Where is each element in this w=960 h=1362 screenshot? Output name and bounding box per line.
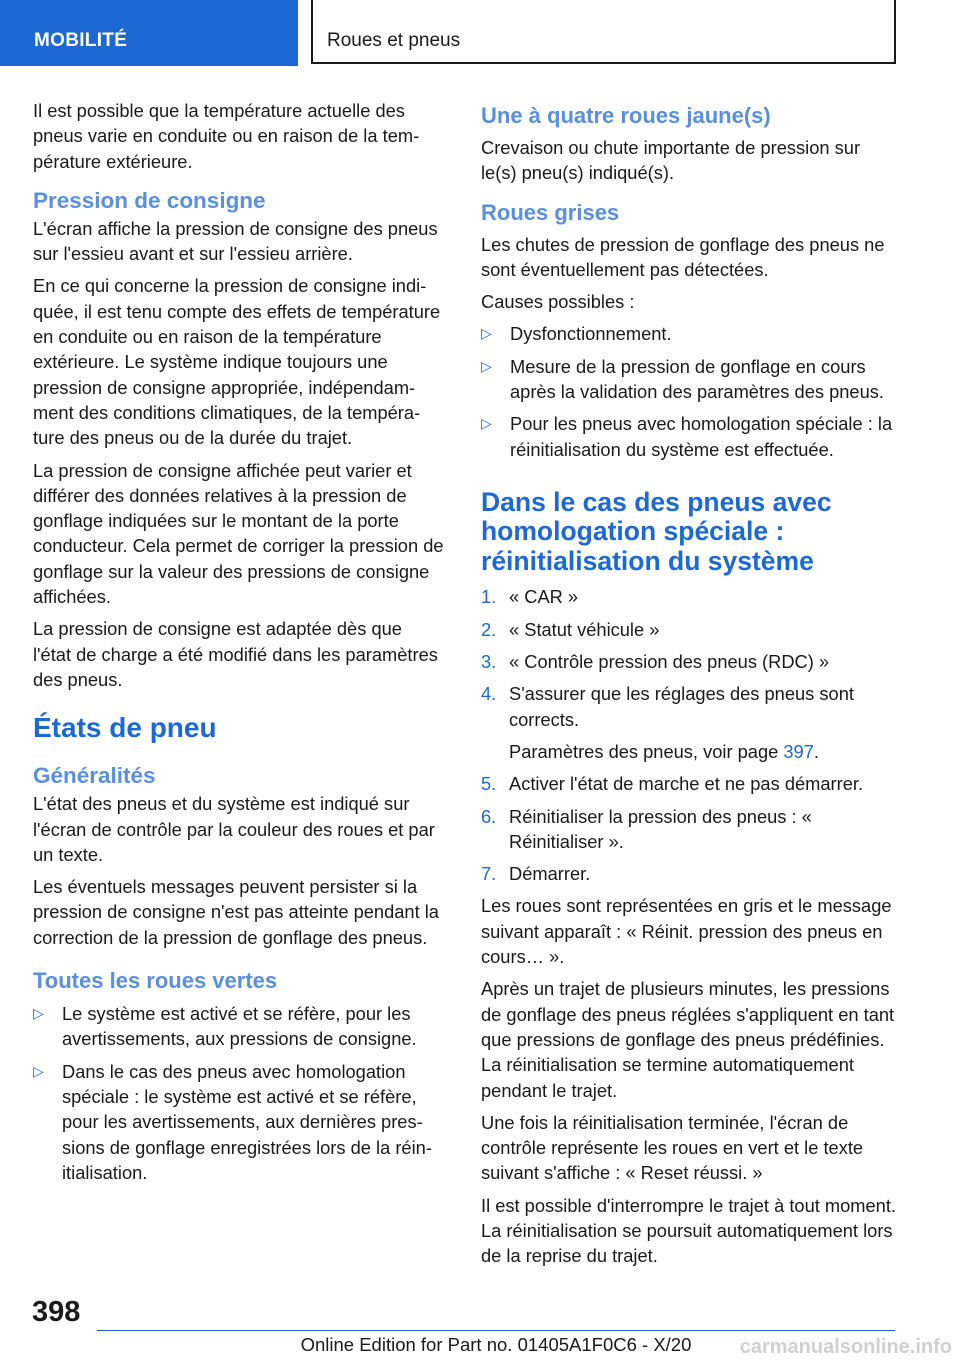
triangle-bullet-icon: ▷ bbox=[481, 357, 492, 374]
bullet-list-causes bbox=[481, 321, 897, 461]
step-text: Démarrer. bbox=[509, 863, 591, 885]
list-item bbox=[33, 1001, 445, 1052]
step-item bbox=[481, 681, 897, 764]
triangle-bullet-icon: ▷ bbox=[481, 325, 492, 342]
paragraph: Causes possibles : bbox=[481, 291, 635, 313]
heading-generalites: Généralités bbox=[33, 763, 156, 789]
numbered-steps bbox=[481, 584, 897, 886]
watermark: carmanualsonline.info bbox=[739, 1336, 952, 1358]
paragraph: La pression de consigne affichée peut varier et différer des données relatives à la pression de gonflage indiquées sur le montant de la porte conducteur. Cela permet de corriger la pression de gonflage sur la valeur des pressions de consigne affichées. bbox=[33, 459, 444, 608]
heading-roues-grises: Roues grises bbox=[481, 199, 620, 225]
step-item bbox=[481, 861, 897, 886]
list-item-text: Le système est activé et se réfère, pour les avertissements, aux pressions de consigne. bbox=[62, 1003, 417, 1050]
paragraph: En ce qui concerne la pression de consigne indiquée, il est tenu compte des effets de température en conduite ou en raison de la température extérieure. Le système indique toujours une pression de consigne appropriée, indépendamment des conditions climatiques, de la température des pneus ou de la durée du trajet. bbox=[33, 275, 441, 449]
paragraph: Il est possible d'interrompre le trajet à tout moment. La réinitialisation se poursuit automatiquement lors de la reprise du trajet. bbox=[481, 1194, 897, 1267]
step-text: « CAR » bbox=[509, 586, 579, 608]
list-item-text: Mesure de la pression de gonflage en cours après la validation des paramètres des pneus. bbox=[510, 355, 884, 403]
step-number: 7. bbox=[481, 863, 497, 885]
list-item bbox=[481, 411, 897, 462]
footer-divider bbox=[97, 1330, 895, 1331]
subnote-end: . bbox=[813, 740, 819, 762]
step-number: 1. bbox=[481, 586, 497, 608]
list-item-text: Dans le cas des pneus avec homologation spéciale : le système est activé et se réfère, pour les avertissements, aux dernières pressions de gonflage enregistrées lors de la réinitialisation. bbox=[62, 1060, 432, 1183]
paragraph: L'état des pneus et du système est indiqué sur l'écran de contrôle par la couleur des roues et par un texte. bbox=[33, 793, 435, 865]
list-item-text: Pour les pneus avec homologation spéciale : la réinitialisation du système est effectuée. bbox=[510, 413, 893, 460]
step-subnote bbox=[509, 739, 897, 764]
step-text: Réinitialiser la pression des pneus : « Réinitialiser ». bbox=[509, 805, 812, 852]
paragraph: Une fois la réinitialisation terminée, l'écran de contrôle représente les roues en vert et le texte suivant s'affiche : « Reset réussi. » bbox=[481, 1111, 864, 1184]
left-column bbox=[33, 98, 445, 1192]
intro-paragraph: Il est possible que la température actuelle des pneus varie en conduite ou en raison de la température extérieure. bbox=[33, 100, 420, 172]
heading-pression-consigne: Pression de consigne bbox=[33, 187, 266, 213]
step-item bbox=[481, 617, 897, 642]
step-number: 2. bbox=[481, 618, 497, 640]
heading-roues-vertes: Toutes les roues vertes bbox=[33, 968, 278, 994]
list-item bbox=[481, 321, 897, 346]
paragraph: Les chutes de pression de gonflage des pneus ne sont éventuellement pas détectées. bbox=[481, 233, 885, 280]
step-number: 6. bbox=[481, 805, 497, 827]
paragraph: Les roues sont représentées en gris et le message suivant apparaît : « Réinit. pression des pneus en cours… ». bbox=[481, 895, 892, 968]
triangle-bullet-icon: ▷ bbox=[33, 1005, 44, 1022]
step-number: 5. bbox=[481, 773, 497, 795]
chapter-tab: Roues et pneus bbox=[311, 0, 896, 64]
paragraph: Les éventuels messages peuvent persister si la pression de consigne n'est pas atteinte pendant la correction de la pression de gonflage des pneus. bbox=[33, 876, 439, 948]
step-text: S'assurer que les réglages des pneus sont corrects. bbox=[509, 683, 854, 730]
right-column bbox=[481, 98, 897, 1276]
list-item bbox=[33, 1059, 445, 1185]
subnote-text: Paramètres des pneus, voir page bbox=[509, 740, 784, 762]
list-item bbox=[481, 354, 897, 405]
heading-etats-pneu: États de pneu bbox=[33, 712, 217, 744]
paragraph: La pression de consigne est adaptée dès que l'état de charge a été modifié dans les paramètres des pneus. bbox=[33, 618, 438, 690]
triangle-bullet-icon: ▷ bbox=[481, 415, 492, 432]
heading-reinitialisation: Dans le cas des pneus avec homologation spéciale : réinitialisation du système bbox=[481, 486, 832, 576]
page-number: 398 bbox=[32, 1296, 81, 1328]
list-item-text: Dysfonctionnement. bbox=[510, 323, 672, 345]
paragraph: L'écran affiche la pression de consigne des pneus sur l'essieu avant et sur l'essieu arrière. bbox=[33, 217, 438, 265]
step-number: 3. bbox=[481, 651, 497, 673]
edition-info: Online Edition for Part no. 01405A1F0C6 - X/20 bbox=[300, 1334, 692, 1355]
step-item bbox=[481, 649, 897, 674]
paragraph: Après un trajet de plusieurs minutes, les pressions de gonflage des pneus réglées s'appliquent en tant que pressions de gonflage des pneus prédéfinies. La réinitialisation se termine automatiquement pendant le trajet. bbox=[481, 978, 895, 1101]
step-text: Activer l'état de marche et ne pas démarrer. bbox=[509, 773, 864, 795]
triangle-bullet-icon: ▷ bbox=[33, 1062, 44, 1079]
page-link[interactable]: 397 bbox=[783, 740, 814, 762]
step-item bbox=[481, 771, 897, 796]
bullet-list-vertes bbox=[33, 1001, 445, 1185]
step-number: 4. bbox=[481, 683, 497, 705]
section-tab: MOBILITÉ bbox=[0, 0, 298, 66]
page-header bbox=[0, 0, 960, 66]
step-item bbox=[481, 804, 897, 855]
heading-roues-jaunes: Une à quatre roues jaune(s) bbox=[481, 103, 771, 128]
step-text: « Statut véhicule » bbox=[509, 618, 660, 640]
paragraph: Crevaison ou chute importante de pression sur le(s) pneu(s) indiqué(s). bbox=[481, 137, 861, 184]
step-item bbox=[481, 584, 897, 609]
step-text: « Contrôle pression des pneus (RDC) » bbox=[509, 651, 830, 673]
